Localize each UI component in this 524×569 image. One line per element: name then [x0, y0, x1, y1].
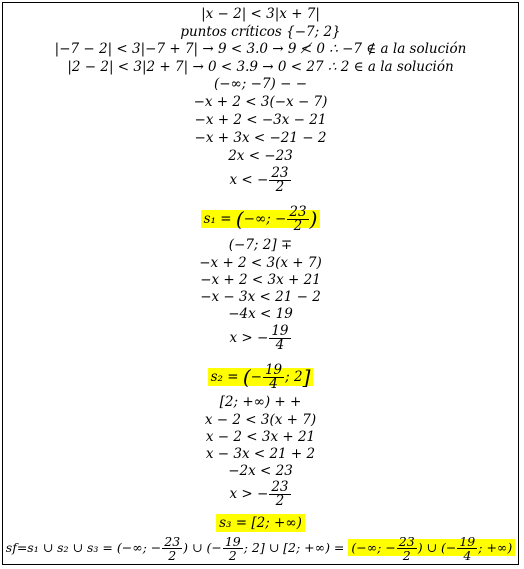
- step-line: −4x < 19: [228, 306, 293, 322]
- fraction: [263, 364, 284, 391]
- inequality-statement: |x − 2| < 3|x + 7|: [201, 6, 320, 22]
- fraction-denominator: 4: [275, 337, 285, 353]
- fraction-numerator: 19: [271, 323, 289, 339]
- fraction-numerator: 23: [271, 165, 289, 181]
- step-line: x − 2 < 3(x + 7): [204, 412, 317, 428]
- final-text: (−∞; −: [116, 540, 162, 555]
- math-document: [2, 2, 519, 565]
- final-label: s𝑓=s₁ ∪ s₂ ∪ s₃ =: [5, 540, 117, 555]
- step-text: x > −: [229, 330, 269, 346]
- fraction-numerator: 23: [289, 204, 307, 220]
- fraction-denominator: 4: [269, 376, 278, 392]
- fraction: [457, 535, 477, 562]
- solution-two-highlight: [208, 362, 314, 392]
- step-line: −x + 2 < 3(−x − 7): [193, 94, 328, 110]
- final-text: ; +∞): [478, 540, 513, 555]
- fraction: [269, 481, 290, 508]
- interval-one-header: (−∞; −7) − −: [213, 76, 308, 92]
- fraction-denominator: 2: [228, 548, 237, 563]
- solution-label: s₂ =: [210, 369, 243, 385]
- solution-three-highlight: s₃ = [2; +∞): [216, 514, 305, 532]
- paren: ]: [302, 365, 311, 389]
- step-result-three: [3, 481, 518, 508]
- fraction: [269, 325, 290, 352]
- solution-one-highlight: [201, 204, 321, 234]
- step-line: −x + 3x < −21 − 2: [194, 130, 327, 146]
- fraction-denominator: 2: [402, 548, 411, 563]
- fraction-denominator: 2: [168, 548, 177, 563]
- step-line: x − 2 < 3x + 21: [205, 429, 316, 445]
- step-line: −2x < 23: [228, 463, 293, 479]
- solution-text: −: [250, 369, 262, 385]
- check-minus-seven: |−7 − 2| < 3|−7 + 7| → 9 < 3.0 → 9 ≮ 0 ∴ −7 ∉ a la solución: [54, 41, 467, 57]
- fraction-numerator: 23: [271, 479, 289, 495]
- solution-text: −∞; −: [243, 211, 287, 227]
- fraction-numerator: 19: [224, 534, 241, 549]
- final-text: (−∞; −: [351, 540, 396, 555]
- step-line: −x + 2 < 3(x + 7): [199, 255, 322, 271]
- fraction: [162, 535, 182, 562]
- step-result-one: [3, 167, 518, 194]
- check-two: |2 − 2| < 3|2 + 7| → 0 < 3.9 → 0 < 27 ∴ 2 ∈ a la solución: [67, 59, 454, 75]
- fraction-denominator: 4: [463, 548, 472, 563]
- fraction-numerator: 19: [459, 534, 476, 549]
- step-line: −x + 2 < −3x − 21: [194, 112, 327, 128]
- step-line: x − 3x < 21 + 2: [205, 446, 316, 462]
- fraction-denominator: 2: [293, 218, 303, 234]
- fraction-numerator: 23: [398, 534, 415, 549]
- fraction: [269, 167, 290, 194]
- interval-two-header: (−7; 2] ∓: [228, 237, 293, 253]
- step-result-two: [3, 325, 518, 352]
- fraction-denominator: 2: [275, 179, 285, 195]
- solution-label: s₁ =: [203, 211, 236, 227]
- fraction: [223, 535, 243, 562]
- solution-one: [3, 206, 518, 233]
- final-text: ) ∪ (−: [183, 540, 222, 555]
- interval-three-header: [2; +∞) + +: [219, 394, 302, 410]
- step-line: 2x < −23: [228, 148, 293, 164]
- final-text: ; 2] ∪ [2; +∞) =: [243, 540, 349, 555]
- final-text: ) ∪ (−: [417, 540, 457, 555]
- fraction-numerator: 19: [264, 362, 283, 378]
- step-line: −x + 2 < 3x + 21: [200, 272, 321, 288]
- solution-text: ; 2: [285, 369, 303, 385]
- fraction-numerator: 23: [164, 534, 181, 549]
- solution-three: [3, 515, 518, 532]
- final-highlight: [348, 534, 515, 563]
- step-text: x > −: [229, 486, 269, 502]
- solution-two: [3, 364, 518, 391]
- fraction-denominator: 2: [275, 493, 285, 509]
- paren: ): [309, 207, 318, 231]
- critical-points: puntos críticos {−7; 2}: [180, 24, 341, 40]
- step-text: x < −: [229, 172, 269, 188]
- final-solution: [3, 535, 518, 562]
- step-line: −x − 3x < 21 − 2: [200, 289, 321, 305]
- fraction: [397, 535, 417, 562]
- paren: (: [242, 365, 251, 389]
- paren: (: [235, 207, 244, 231]
- fraction: [287, 206, 308, 233]
